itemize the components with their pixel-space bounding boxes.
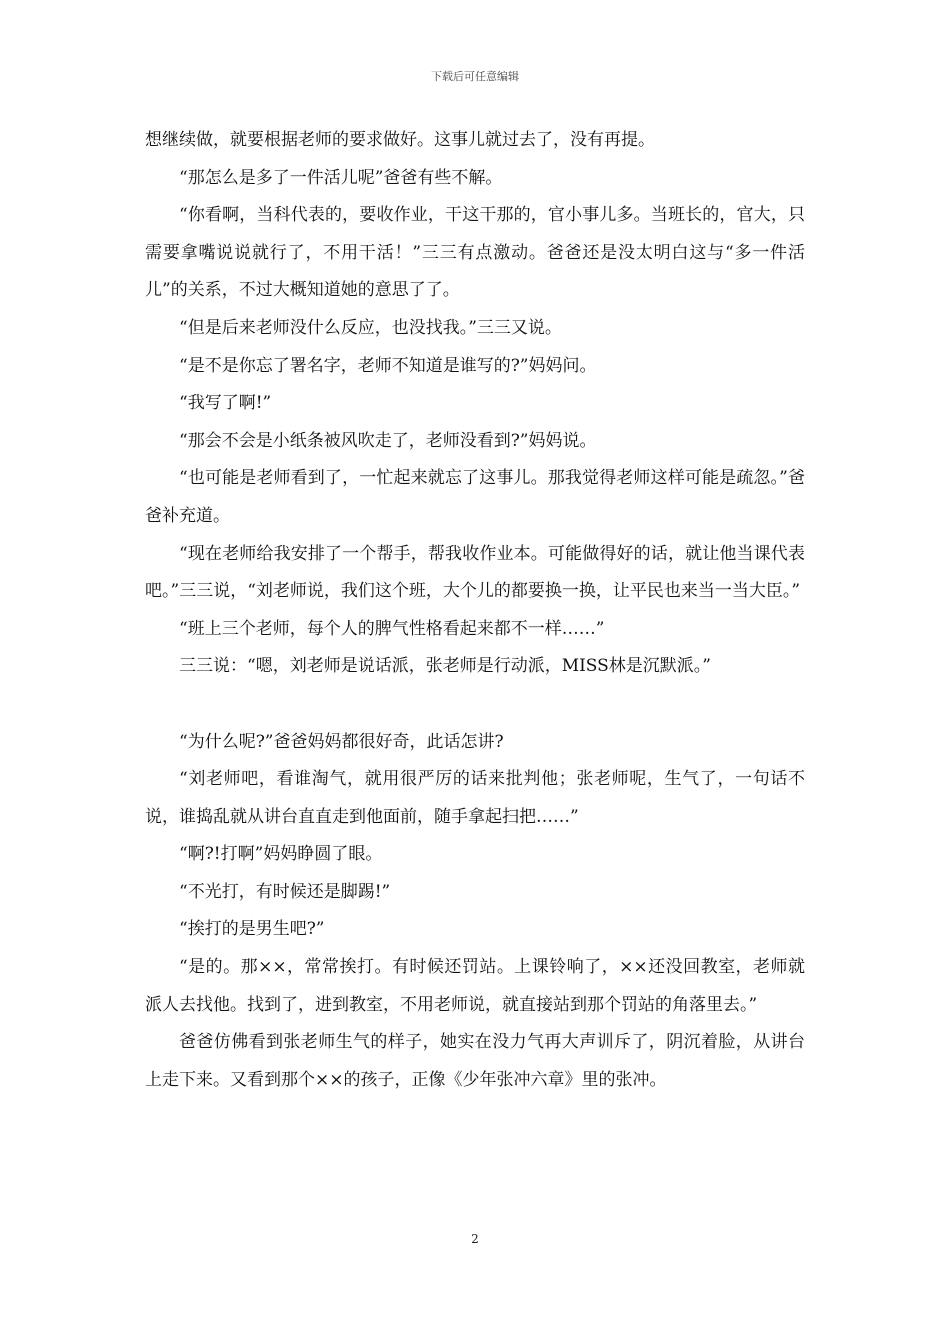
paragraph: “那会不会是小纸条被风吹走了，老师没看到?”妈妈说。 (179, 430, 597, 451)
paragraph: “是不是你忘了署名字，老师不知道是谁写的?”妈妈问。 (179, 355, 597, 376)
paragraph: “挨打的是男生吧?” (179, 919, 325, 940)
paragraph: 三三说：“嗯，刘老师是说话派，张老师是行动派，MISS林是沉默派。” (179, 656, 711, 677)
paragraph: “那怎么是多了一件活儿呢”爸爸有些不解。 (179, 167, 503, 188)
paragraph: 爸爸仿佛看到张老师生气的样子，她实在没力气再大声训斥了，阴沉着脸，从讲台上走下来。又看到那个××的孩子，正像《少年张冲六章》里的张冲。 (145, 1032, 805, 1090)
paragraph: “现在老师给我安排了一个帮手，帮我收作业本。可能做得好的话，就让他当课代表吧。”三三说，“刘老师说，我们这个班，大个儿的都要换一换，让平民也来当一当大臣。” (145, 543, 805, 602)
paragraph: “班上三个老师，每个人的脾气性格看起来都不一样……” (179, 618, 605, 639)
body-text (145, 122, 805, 1099)
page-header: 下载后可任意编辑 (431, 70, 519, 83)
paragraph: “不光打，有时候还是脚踢!” (179, 881, 391, 902)
paragraph: “为什么呢?”爸爸妈妈都很好奇，此话怎讲? (179, 731, 504, 752)
paragraph: 想继续做，就要根据老师的要求做好。这事儿就过去了，没有再提。 (145, 130, 655, 150)
page-number: 2 (471, 1232, 479, 1246)
blank-line (145, 686, 805, 724)
paragraph: “刘老师吧，看谁淘气，就用很严厉的话来批判他；张老师呢，生气了，一句话不说，谁捣乱就从讲台直直走到他面前，随手拿起扫把……” (145, 769, 805, 827)
paragraph: “你看啊，当科代表的，要收作业，干这干那的，官小事儿多。当班长的，官大，只需要拿嘴说说就行了，不用干活！”三三有点激动。爸爸还是没太明白这与“多一件活儿”的关系，不过大概知道她的意思了了。 (145, 205, 805, 301)
paragraph: “但是后来老师没什么反应，也没找我。”三三又说。 (179, 317, 562, 338)
paragraph: “是的。那××，常常挨打。有时候还罚站。上课铃响了，××还没回教室，老师就派人去找他。找到了，进到教室，不用老师说，就直接站到那个罚站的角落里去。” (145, 957, 805, 1015)
paragraph: “我写了啊!” (179, 393, 272, 414)
paragraph: “啊?!打啊”妈妈睁圆了眼。 (179, 844, 383, 865)
paragraph: “也可能是老师看到了，一忙起来就忘了这事儿。那我觉得老师这样可能是疏忽。”爸爸补充道。 (145, 468, 805, 526)
